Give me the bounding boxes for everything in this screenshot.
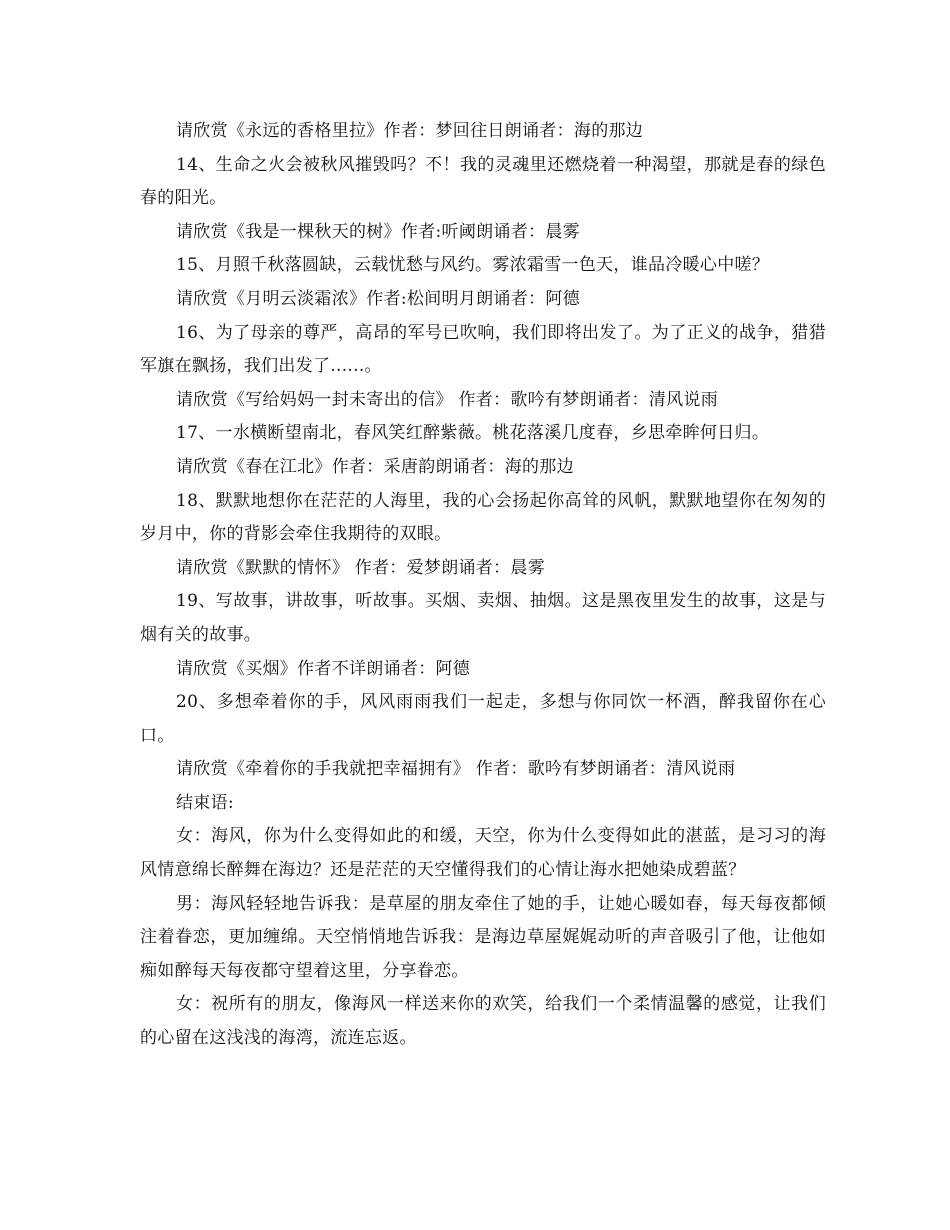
paragraph-item-14: 14、生命之火会被秋风摧毁吗？不！我的灵魂里还燃烧着一种渴望，那就是春的绿色春的阳光。 [140, 154, 826, 209]
paragraph-intro-16: 请欣赏《月明云淡霜浓》作者:松间明月朗诵者：阿德 [176, 288, 580, 309]
closing-female-1: 女：海风，你为什么变得如此的和缓，天空，你为什么变得如此的湛蓝，是习习的海风情意绵长醉舞在海边？还是茫茫的天空懂得我们的心情让海水把她染成碧蓝？ [140, 826, 826, 881]
paragraph-intro-19: 请欣赏《默默的情怀》 作者：爱梦朗诵者：晨雾 [176, 557, 546, 578]
paragraph-intro-20: 请欣赏《买烟》作者不详朗诵者：阿德 [176, 658, 471, 679]
paragraph-intro-14: 请欣赏《永远的香格里拉》作者：梦回往日朗诵者：海的那边 [176, 121, 644, 141]
paragraph-intro-18: 请欣赏《春在江北》作者：采唐韵朗诵者：海的那边 [176, 456, 574, 477]
paragraph-item-18: 18、默默地想你在茫茫的人海里，我的心会扬起你高耸的风帆，默默地望你在匆匆的岁月中，你的背影会牵住我期待的双眼。 [140, 490, 826, 545]
paragraph-item-20: 20、多想牵着你的手，风风雨雨我们一起走，多想与你同饮一杯酒，醉我留你在心口。 [140, 692, 826, 746]
paragraph-item-17: 17、一水横断望南北，春风笑红醉紫薇。桃花落溪几度春，乡思牵眸何日归。 [176, 423, 770, 444]
paragraph-intro-17: 请欣赏《写给妈妈一封未寄出的信》 作者：歌吟有梦朗诵者：清风说雨 [176, 389, 719, 410]
closing-male-1: 男：海风轻轻地告诉我：是草屋的朋友牵住了她的手，让她心暖如春，每天每夜都倾注着眷恋，更加缠绵。天空悄悄地告诉我：是海边草屋娓娓动听的声音吸引了他，让他如痴如醉每天每夜都守望着这里，分享眷恋。 [140, 893, 826, 981]
paragraph-intro-15: 请欣赏《我是一棵秋天的树》作者:听阈朗诵者：晨雾 [176, 221, 580, 242]
closing-heading: 结束语: [176, 792, 234, 813]
document-body [140, 115, 826, 1056]
paragraph-item-19: 19、写故事，讲故事，听故事。买烟、卖烟、抽烟。这是黑夜里发生的故事，这是与烟有关的故事。 [140, 591, 826, 645]
closing-female-2: 女：祝所有的朋友，像海风一样送来你的欢笑，给我们一个柔情温馨的感觉，让我们的心留在这浅浅的海湾，流连忘返。 [140, 994, 826, 1049]
paragraph-item-15: 15、月照千秋落圆缺，云载忧愁与风约。雾浓霜雪一色天，谁品冷暖心中嗟？ [176, 255, 770, 276]
paragraph-item-16: 16、为了母亲的尊严，高昂的军号已吹响，我们即将出发了。为了正义的战争，猎猎军旗在飘扬，我们出发了......。 [140, 322, 826, 377]
paragraph-intro-21: 请欣赏《牵着你的手我就把幸福拥有》 作者：歌吟有梦朗诵者：清风说雨 [176, 759, 736, 780]
